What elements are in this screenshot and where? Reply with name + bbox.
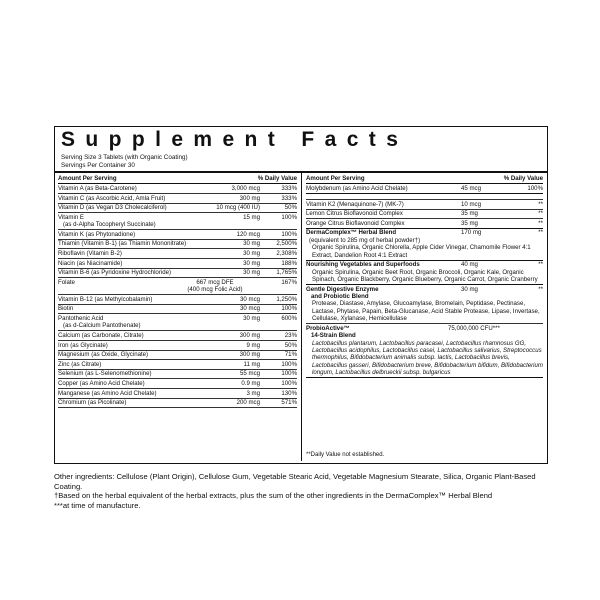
panel-title: Supplement Facts (61, 128, 409, 151)
blend-digestive (306, 285, 543, 324)
nutrient-row (58, 295, 297, 305)
nutrient-row (58, 249, 297, 259)
blend-equivalent: (equivalent to 285 mg of herbal powder†) (309, 236, 421, 244)
nutrient-name: Lemon Citrus Bioflavonoid Complex (306, 210, 403, 218)
nutrient-amount: 300 mg (239, 194, 260, 202)
nutrient-row (58, 230, 297, 240)
nutrient-row (58, 278, 297, 295)
nutrient-row (58, 184, 297, 194)
dv-header: % Daily Value (503, 175, 543, 182)
amount-header: Amount Per Serving (58, 175, 117, 182)
nutrient-dv: ** (538, 219, 543, 227)
nutrient-dv: 50% (284, 341, 297, 349)
nutrient-name: Calcium (as Carbonate, Citrate) (58, 331, 144, 339)
nutrient-dv: 130% (281, 389, 297, 397)
nutrient-name: Orange Citrus Bioflavonoid Complex (306, 219, 405, 227)
footnote-herbal: †Based on the herbal equivalent of the herbal extracts, plus the sum of the other ingredients in the DermaComplex™ Herbal Blend (54, 491, 493, 500)
nutrient-amount: 45 mcg (461, 185, 481, 192)
nutrient-amount: 30 mg (243, 269, 260, 277)
nutrient-amount: 30 mg (243, 259, 260, 267)
nutrient-name: Chromium (as Picolinate) (58, 399, 127, 407)
nutrient-name: Zinc (as Citrate) (58, 360, 102, 368)
nutrient-name: Iron (as Glycinate) (58, 341, 108, 349)
nutrient-amount: 35 mg (461, 210, 478, 218)
supplement-facts-panel (54, 126, 548, 464)
nutrient-amount: 55 mcg (240, 370, 260, 378)
nutrient-row-lemon (306, 210, 543, 220)
nutrient-row (58, 399, 297, 409)
nutrient-dv: 100% (281, 213, 297, 221)
nutrient-name: Molybdenum (as Amino Acid Chelate) (306, 185, 408, 192)
nutrient-amount: 10 mcg (400 IU) (216, 204, 260, 212)
blend-name: Gentle Digestive Enzyme (306, 285, 379, 293)
footer-notes (54, 472, 548, 510)
nutrient-dv: 1,250% (276, 295, 297, 303)
nutrient-dv: 600% (281, 314, 297, 322)
servings-per-container: Servings Per Container 30 (61, 162, 135, 169)
nutrient-row (58, 240, 297, 250)
blend-nourishing (306, 261, 543, 285)
nutrient-amount: 300 mg (239, 331, 260, 339)
nutrient-name: Biotin (58, 305, 74, 313)
nutrient-source: (as d-Calcium Pantothenate) (63, 322, 141, 330)
nutrient-name: Vitamin A (as Beta-Carotene) (58, 185, 137, 192)
nutrient-name: Vitamin E (58, 213, 84, 221)
nutrient-amount: 120 mcg (236, 230, 260, 238)
blend-dv: ** (538, 285, 543, 293)
nutrient-name: Vitamin D (as Vegan D3 Cholecalciferol) (58, 204, 167, 212)
blend-amount: 40 mg (461, 261, 478, 269)
nutrient-row (58, 370, 297, 380)
nutrient-amount: 30 mg (243, 240, 260, 248)
blend-name: Nourishing Vegetables and Superfoods (306, 261, 420, 269)
nutrient-amount: 30 mcg (240, 295, 260, 303)
nutrient-dv: 50% (284, 204, 297, 212)
nutrient-dv: ** (538, 210, 543, 218)
nutrient-amount: 3,000 mcg (231, 185, 260, 192)
nutrient-dv: 100% (281, 370, 297, 378)
nutrient-dv: 333% (281, 185, 297, 192)
nutrient-name: Pantothenic Acid (58, 314, 104, 322)
nutrient-name: Manganese (as Amino Acid Chelate) (58, 389, 157, 397)
nutrient-dv: ** (538, 200, 543, 208)
nutrient-name-wrap (58, 315, 202, 330)
nutrient-amount: 9 mg (246, 341, 260, 349)
blend-dermacomplex (306, 229, 543, 261)
nutrient-name: Magnesium (as Oxide, Glycinate) (58, 351, 149, 359)
column-divider (301, 172, 302, 461)
blend-name-line2: and Probiotic Blend (311, 293, 369, 300)
nutrient-dv: 100% (281, 360, 297, 368)
nutrient-dv: 71% (284, 351, 297, 359)
other-ingredients: Other ingredients: Cellulose (Plant Origin), Cellulose Gum, Vegetable Stearic Acid, Vegetable Magnesium Stearate, Silica, Organic Plant-Based Coating. (54, 472, 536, 491)
blend-probioactive (306, 324, 543, 378)
blend-name: ProbioActive™ (306, 324, 350, 332)
nutrient-row-vitamin-k2 (306, 200, 543, 210)
serving-size: Serving Size 3 Tablets (with Organic Coating) (61, 154, 188, 161)
nutrient-dv: 100% (527, 185, 543, 192)
nutrient-amount: 30 mg (243, 314, 260, 322)
nutrient-row (58, 213, 297, 230)
blend-dv: ** (538, 261, 543, 269)
nutrient-name: Niacin (as Niacinamide) (58, 259, 123, 267)
nutrient-dv: 2,308% (276, 249, 297, 257)
blend-ingredients: Organic Spirulina, Organic Chlorella, Apple Cider Vinegar, Chamomile Flower 4:1 Extract, Dandelion Root 4:1 Extract (312, 244, 531, 259)
nutrient-amount-sub: (400 mcg Folic Acid) (187, 286, 243, 294)
nutrient-row (58, 331, 297, 341)
nutrient-amount: 11 mg (243, 360, 260, 368)
nutrient-name: Riboflavin (Vitamin B-2) (58, 249, 122, 257)
nutrient-row (58, 341, 297, 351)
amount-header: Amount Per Serving (306, 175, 365, 182)
nutrient-dv: 1,765% (276, 269, 297, 277)
nutrient-row (58, 389, 297, 399)
nutrient-dv: 100% (281, 305, 297, 313)
nutrient-name: Thiamin (Vitamin B-1) (as Thiamin Mononitrate) (58, 240, 187, 248)
nutrient-name-wrap (58, 214, 202, 229)
nutrient-dv: 100% (281, 379, 297, 387)
nutrient-row (58, 194, 297, 204)
blend-name-line2: 14-Strain Blend (311, 332, 356, 340)
nutrient-row-molybdenum (306, 184, 543, 194)
blend-amount: 30 mg (461, 285, 478, 293)
nutrient-amount: 35 mg (461, 219, 478, 227)
footnote-cfu: ***at time of manufacture. (54, 500, 141, 510)
nutrient-dv: 333% (281, 194, 297, 202)
nutrient-row-orange (306, 219, 543, 229)
left-header (58, 175, 297, 184)
left-rows (58, 184, 297, 408)
nutrient-source: (as d-Alpha Tocopheryl Succinate) (63, 221, 156, 229)
nutrient-dv: 23% (284, 331, 297, 339)
nutrient-row (58, 259, 297, 269)
blend-amount: 75,000,000 CFU*** (448, 324, 500, 332)
nutrient-dv: 188% (281, 259, 297, 267)
nutrient-row (58, 204, 297, 214)
left-nutrient-column (58, 175, 297, 408)
nutrient-amount: 15 mg (243, 213, 260, 221)
nutrient-name: Vitamin C (as Ascorbic Acid, Amla Fruit) (58, 194, 166, 202)
right-nutrient-column (306, 175, 543, 378)
dv-header: % Daily Value (257, 175, 297, 182)
nutrient-row (58, 314, 297, 331)
nutrient-name: Vitamin B-6 (as Pyridoxine Hydrochloride) (58, 269, 172, 277)
nutrient-amount: 30 mg (243, 249, 260, 257)
nutrient-name: Copper (as Amino Acid Chelate) (58, 379, 145, 387)
nutrient-amount: 300 mg (239, 351, 260, 359)
nutrient-name: Vitamin K (as Phytonadione) (58, 230, 136, 238)
nutrient-amount: 3 mg (246, 389, 260, 397)
nutrient-name: Vitamin B-12 (as Methylcobalamin) (58, 295, 153, 303)
blend-amount: 170 mg (461, 229, 482, 237)
nutrient-dv: 2,500% (276, 240, 297, 248)
nutrient-dv: 167% (281, 278, 297, 286)
nutrient-amount-main: 667 mcg DFE (196, 278, 234, 286)
nutrient-row (58, 360, 297, 370)
blend-name: DermaComplex™ Herbal Blend (306, 229, 397, 237)
nutrient-amount: 30 mcg (240, 305, 260, 313)
right-header (306, 175, 543, 184)
nutrient-amount: 10 mcg (461, 200, 481, 208)
nutrient-row (58, 305, 297, 315)
dv-not-established-note: **Daily Value not established. (306, 452, 385, 458)
blend-strains: Lactobacillus plantarum, Lactobacillus paracasei, Lactobacillus rhamnosus GG, Lactobacillus acidophilus, Lactobacillus casei, Lactobacillus salivarius, Streptococcus thermophilus, Bifidobacterium animalis subsp. lactis, Lactobacillus brevis, Lactobacillus gasseri, Bifidobacterium breve, Bifidobacterium bifidum, Bifidobacterium longum, Lactobacillus delbrueckii subsp. bulgaricus (312, 339, 543, 377)
nutrient-row (58, 379, 297, 389)
nutrient-dv: 571% (281, 399, 297, 407)
blend-ingredients: Organic Spirulina, Organic Beet Root, Organic Broccoli, Organic Kale, Organic Spinach, Organic Blackberry, Organic Blueberry, Organic Carrot, Organic Cranberry (312, 268, 538, 283)
nutrient-name: Folate (58, 278, 75, 286)
blend-ingredients: Protease, Diastase, Amylase, Glucoamylase, Bromelain, Peptidase, Pectinase, Lactase, Phytase, Papain, Beta-Glucanase, Acid Stable Protease, Lipase, Invertase, Cellulase, Xylanase, Hemicellulase (312, 300, 540, 323)
nutrient-row (58, 269, 297, 279)
nutrient-amount (170, 279, 260, 294)
nutrient-name: Selenium (as L-Selenomethionine) (58, 370, 152, 378)
blend-dv: ** (538, 229, 543, 237)
nutrient-amount: 200 mcg (236, 399, 260, 407)
nutrient-dv: 100% (281, 230, 297, 238)
nutrient-name: Vitamin K2 (Menaquinone-7) (MK-7) (306, 200, 404, 208)
nutrient-row (58, 351, 297, 361)
nutrient-amount: 0.9 mg (241, 379, 260, 387)
